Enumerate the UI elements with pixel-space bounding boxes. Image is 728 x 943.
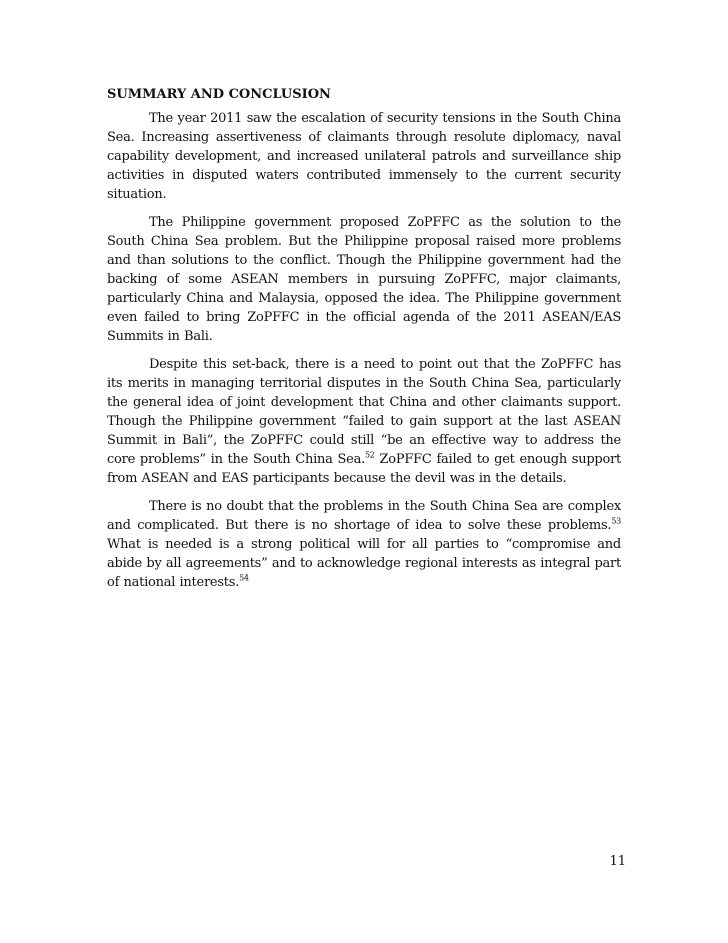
paragraph-2 [107,213,621,346]
paragraph-3-text-a: Despite this set-back, there is a need to point out that the ZoPFFC has its merits in managing territorial disputes in the South China Sea, particularly the general idea of joint development that China and other claimants support. Though the Philippine government “failed to gain support at the last ASEAN Summit in Bali”, the ZoPFFC could still “be an effective way to address the core problems” in the South China Sea. [107,357,621,467]
section-heading: SUMMARY AND CONCLUSION [107,87,331,102]
footnote-ref-54: 54 [239,573,249,583]
paragraph-4-text-b: What is needed is a strong political will for all parties to “compromise and abide by all agreements” and to acknowledge regional interests as integral part of national interests. [107,537,621,590]
paragraph-3-text-b: ZoPFFC failed to get enough support from ASEAN and EAS participants because the devil was in the details. [107,452,622,486]
footnote-ref-53: 53 [611,516,621,526]
paragraph-1-text: The year 2011 saw the escalation of security tensions in the South China Sea. Increasing assertiveness of claimants through resolute diplomacy, naval capability development, and increased unilateral patrols and surveillance ship activities in disputed waters contributed immensely to the current security situation. [107,111,621,202]
paragraph-2-text: The Philippine government proposed ZoPFFC as the solution to the South China Sea problem. But the Philippine proposal raised more problems and than solutions to the conflict. Though the Philippine government had the backing of some ASEAN members in pursuing ZoPFFC, major claimants, particularly China and Malaysia, opposed the idea. The Philippine government even failed to bring ZoPFFC in the official agenda of the 2011 ASEAN/EAS Summits in Bali. [107,215,621,344]
paragraph-3 [107,355,621,488]
page-number: 11 [609,854,626,869]
paragraph-4-text-a: There is no doubt that the problems in the South China Sea are complex and complicated. But there is no shortage of idea to solve these problems. [107,499,621,533]
document-body [107,84,621,601]
paragraph-1 [107,109,621,204]
paragraph-4 [107,497,621,592]
footnote-ref-52: 52 [364,450,375,460]
